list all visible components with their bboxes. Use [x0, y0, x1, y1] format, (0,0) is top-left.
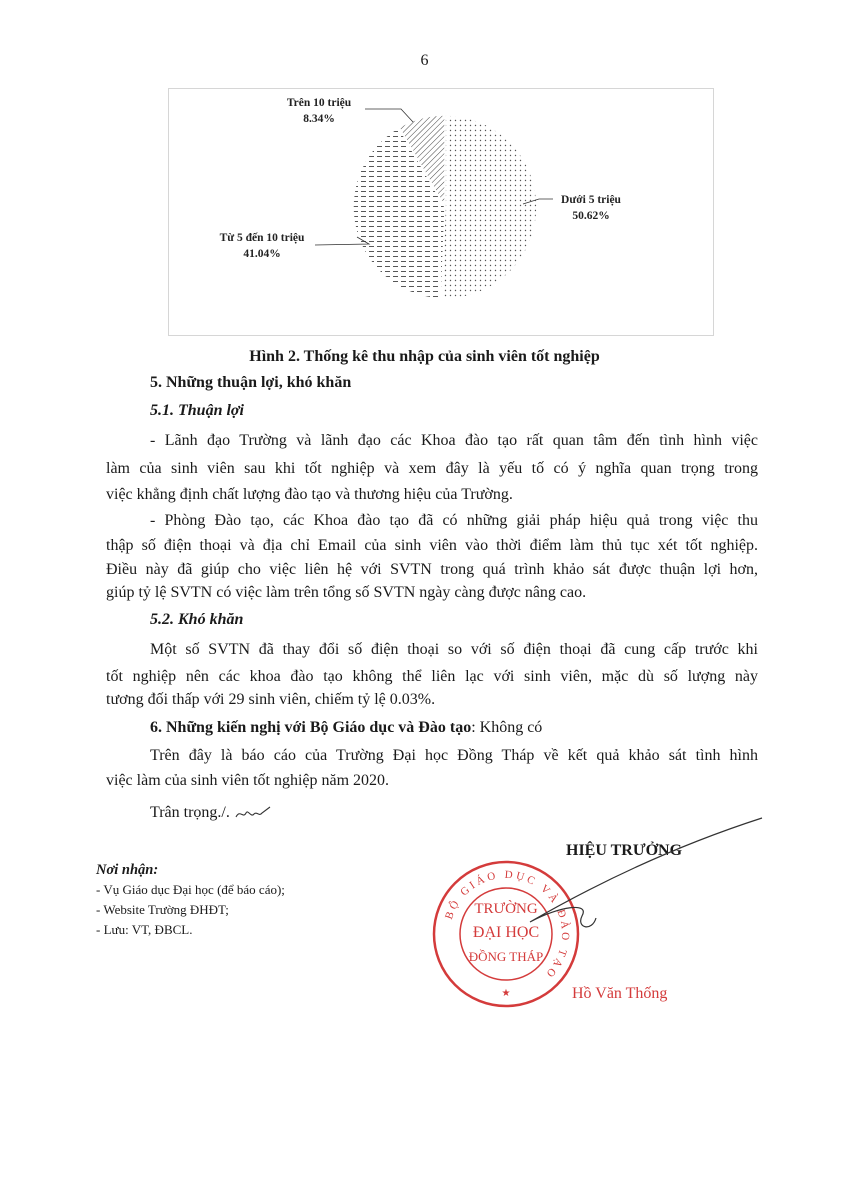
para1-line-2: làm của sinh viên sau khi tốt nghiệp và xem đây là yếu tố có ý nghĩa quan trọng trong — [106, 460, 758, 477]
section6-value: : Không có — [471, 719, 543, 736]
section6-heading: 6. Những kiến nghị với Bộ Giáo dục và Đào tạo — [150, 719, 472, 736]
signature-title: HIỆU TRƯỞNG — [566, 842, 683, 859]
figure-caption: Hình 2. Thống kê thu nhập của sinh viên tốt nghiệp — [249, 348, 600, 365]
section5-heading: 5. Những thuận lợi, khó khăn — [150, 374, 352, 391]
recipients-title: Nơi nhận: — [96, 862, 159, 878]
page-number: 6 — [420, 52, 429, 69]
pie-chart-svg — [169, 89, 713, 335]
stamp-line-2: ĐẠI HỌC — [472, 924, 540, 941]
para2-line-1: - Phòng Đào tạo, các Khoa đào tạo đã có những giải pháp hiệu quả trong việc thu — [150, 512, 758, 529]
pie-slices — [353, 115, 537, 299]
recipients-block — [96, 860, 285, 940]
slice-value-5-to-10: 41.04% — [243, 248, 281, 260]
slice-label-5-to-10: Từ 5 đến 10 triệu — [219, 232, 305, 244]
leader-line-over-10 — [365, 109, 413, 122]
recipient-item: - Website Trường ĐHĐT; — [96, 902, 229, 917]
para1-line-3: việc khẳng định chất lượng đào tạo và thương hiệu của Trường. — [106, 486, 513, 503]
conclusion-line-2: việc làm của sinh viên tốt nghiệp năm 2020. — [106, 772, 390, 789]
para2-line-3: Điều này đã giúp cho việc liên hệ với SVTN trong quá trình khảo sát được thuận lợi hơn, — [106, 561, 758, 578]
para3-line-1: Một số SVTN đã thay đổi số điện thoại so với số điện thoại đã cung cấp trước khi — [150, 641, 758, 658]
slice-value-under-5: 50.62% — [572, 210, 610, 222]
recipient-item: - Vụ Giáo dục Đại học (để báo cáo); — [96, 882, 285, 897]
para3-line-2: tốt nghiệp nên các khoa đào tạo không thể liên lạc với sinh viên, mặc dù số lượng này — [106, 668, 758, 685]
para2-line-2: thập số điện thoại và địa chỉ Email của sinh viên vào thời điểm làm thủ tục xét tốt nghiệp. — [106, 537, 758, 554]
pie-slice-under-5 — [441, 115, 537, 299]
slice-label-under-5: Dưới 5 triệu — [561, 194, 621, 206]
stamp-line-1: TRƯỜNG — [474, 901, 538, 917]
para1-line-1: - Lãnh đạo Trường và lãnh đạo các Khoa đào tạo rất quan tâm đến tình hình việc — [150, 432, 758, 449]
section5-2-heading: 5.2. Khó khăn — [150, 611, 244, 628]
section6-row — [150, 717, 542, 739]
initials-scribble-icon — [234, 805, 274, 821]
recipient-item: - Lưu: VT, ĐBCL. — [96, 922, 193, 937]
stamp-star-icon: ★ — [501, 988, 511, 999]
signature-scribble — [470, 810, 770, 940]
stamp-ring-text: BỘ GIÁO DỤC VÀ ĐÀO TẠO — [443, 868, 572, 982]
slice-value-over-10: 8.34% — [303, 113, 335, 125]
conclusion-line-1: Trên đây là báo cáo của Trường Đại học Đồng Tháp về kết quả khảo sát tình hình — [150, 747, 758, 764]
closing-label: Trân trọng./. — [150, 804, 230, 821]
signer-name: Hồ Văn Thống — [572, 985, 668, 1002]
para3-line-3: tương đối thấp với 29 sinh viên, chiếm tỷ lệ 0.03%. — [106, 691, 436, 708]
para2-line-4: giúp tỷ lệ SVTN có việc làm trên tổng số SVTN ngày càng được nâng cao. — [106, 584, 587, 601]
stamp-line-3: ĐỒNG THÁP — [468, 949, 544, 964]
slice-label-over-10: Trên 10 triệu — [286, 97, 352, 109]
closing-text — [150, 802, 274, 824]
section5-1-heading: 5.1. Thuận lợi — [150, 402, 244, 419]
income-pie-chart — [168, 88, 714, 336]
